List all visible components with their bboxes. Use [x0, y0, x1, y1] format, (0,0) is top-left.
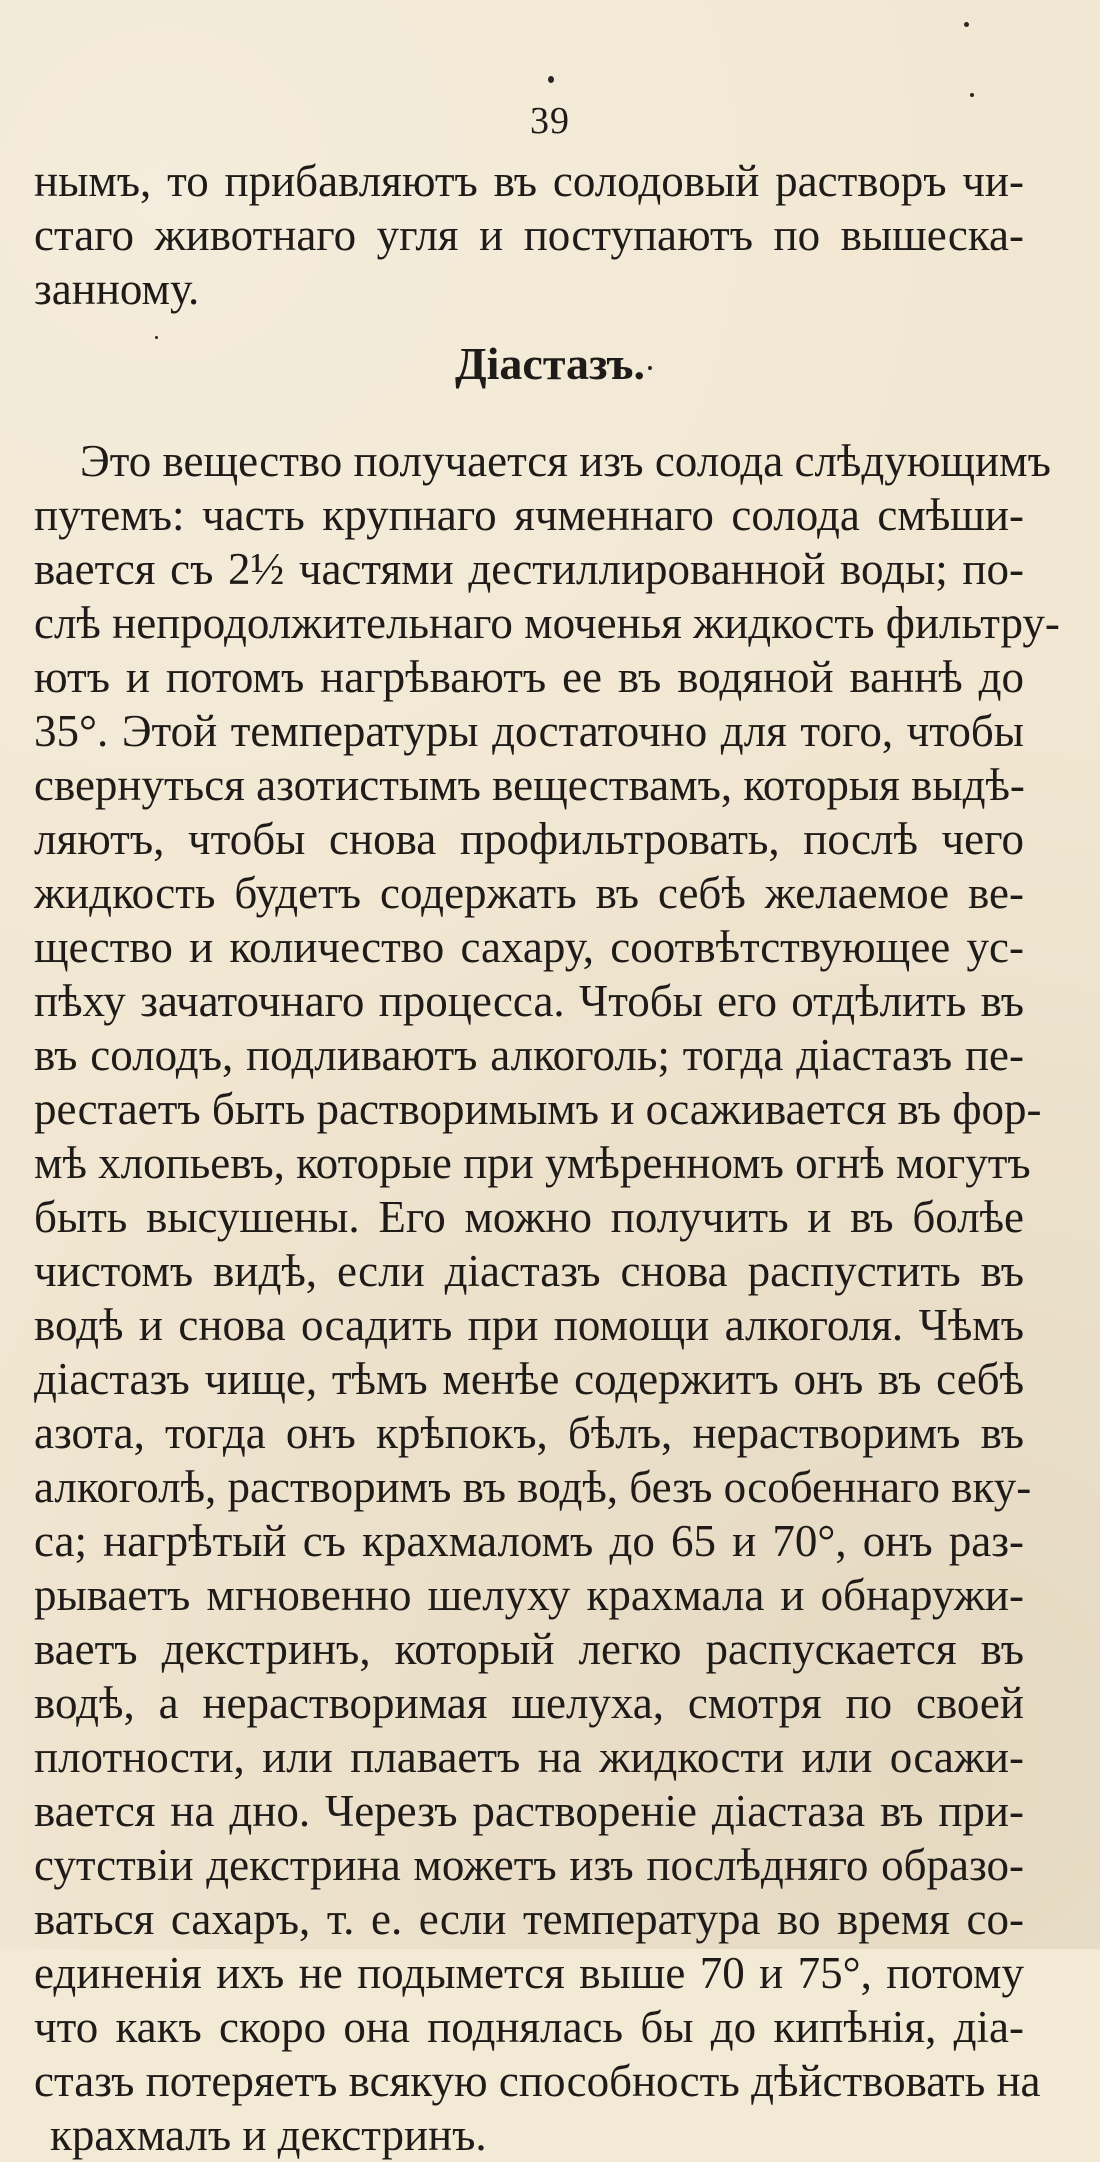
text-line: 35°. Этой температуры достаточно для того, чтобы — [34, 706, 1024, 756]
ink-speck — [964, 22, 969, 27]
text-line: ваетъ декстринъ, который легко распускается въ — [34, 1624, 1024, 1674]
text-line: мѣ хлопьевъ, которые при умѣренномъ огнѣ могутъ — [34, 1138, 1031, 1188]
intro-paragraph — [34, 154, 1024, 316]
text-line: вается съ 2½ частями дестиллированной воды; по- — [34, 544, 1024, 594]
text-line: алкоголѣ, растворимъ въ водѣ, безъ особеннаго вку- — [34, 1462, 1032, 1512]
text-line: плотности, или плаваетъ на жидкости или осажи- — [34, 1732, 1024, 1782]
text-line: нымъ, то прибавляютъ въ солодовый растворъ чи- — [34, 156, 1024, 206]
text-line: азота, тогда онъ крѣпокъ, бѣлъ, нерастворимъ въ — [34, 1408, 1024, 1458]
text-line: ваться сахаръ, т. е. если температура во время со- — [34, 1894, 1024, 1944]
text-line: быть высушены. Его можно получить и въ болѣе — [34, 1192, 1024, 1242]
page-number: 39 — [530, 100, 570, 142]
text-line: са; нагрѣтый съ крахмаломъ до 65 и 70°, онъ раз- — [34, 1516, 1024, 1566]
body-paragraph — [34, 434, 1060, 2162]
text-line: ютъ и потомъ нагрѣваютъ ее въ водяной ваннѣ до — [34, 652, 1024, 702]
text-line: стаго животнаго угля и поступаютъ по вышеска- — [34, 210, 1024, 260]
text-line: стазъ потеряетъ всякую способность дѣйствовать на — [34, 2056, 1041, 2106]
text-line: діастазъ чище, тѣмъ менѣе содержитъ онъ въ себѣ — [34, 1354, 1024, 1404]
text-line: жидкость будетъ содержать въ себѣ желаемое ве- — [34, 868, 1024, 918]
text-line: сутствіи декстрина можетъ изъ послѣдняго образо- — [34, 1840, 1024, 1890]
text-line: путемъ: часть крупнаго ячменнаго солода смѣши- — [34, 490, 1024, 540]
text-line: чистомъ видѣ, если діастазъ снова распустить въ — [34, 1246, 1024, 1296]
text-line: рываетъ мгновенно шелуху крахмала и обнаружи- — [34, 1570, 1024, 1620]
ink-speck — [970, 93, 974, 97]
text-line: Это вещество получается изъ солода слѣдующимъ — [80, 436, 1051, 486]
text-line: щество и количество сахару, соотвѣтствующее ус- — [34, 922, 1024, 972]
text-line: свернуться азотистымъ веществамъ, которыя выдѣ- — [34, 760, 1025, 810]
text-line: въ солодъ, подливаютъ алкоголь; тогда діастазъ пе- — [34, 1030, 1024, 1080]
text-line: водѣ и снова осадить при помощи алкоголя. Чѣмъ — [34, 1300, 1024, 1350]
text-line: ляютъ, чтобы снова профильтровать, послѣ чего — [34, 814, 1024, 864]
text-line: пѣху зачаточнаго процесса. Чтобы его отдѣлить въ — [34, 976, 1024, 1026]
text-line: крахмалъ и декстринъ. — [50, 2110, 487, 2160]
text-line: занному. — [34, 264, 200, 314]
ink-speck — [548, 76, 554, 83]
text-line: единенія ихъ не подымется выше 70 и 75°, потому — [34, 1948, 1024, 1998]
text-line: слѣ непродолжительнаго моченья жидкость фильтру- — [34, 598, 1060, 648]
text-line: водѣ, а нерастворимая шелуха, смотря по своей — [34, 1678, 1024, 1728]
text-line: что какъ скоро она поднялась бы до кипѣнія, діа- — [34, 2002, 1024, 2052]
text-line: рестаетъ быть растворимымъ и осаживается въ фор- — [34, 1084, 1042, 1134]
section-heading: Діастазъ. — [454, 338, 646, 389]
text-line: вается на дно. Черезъ раствореніе діастаза въ при- — [34, 1786, 1024, 1836]
